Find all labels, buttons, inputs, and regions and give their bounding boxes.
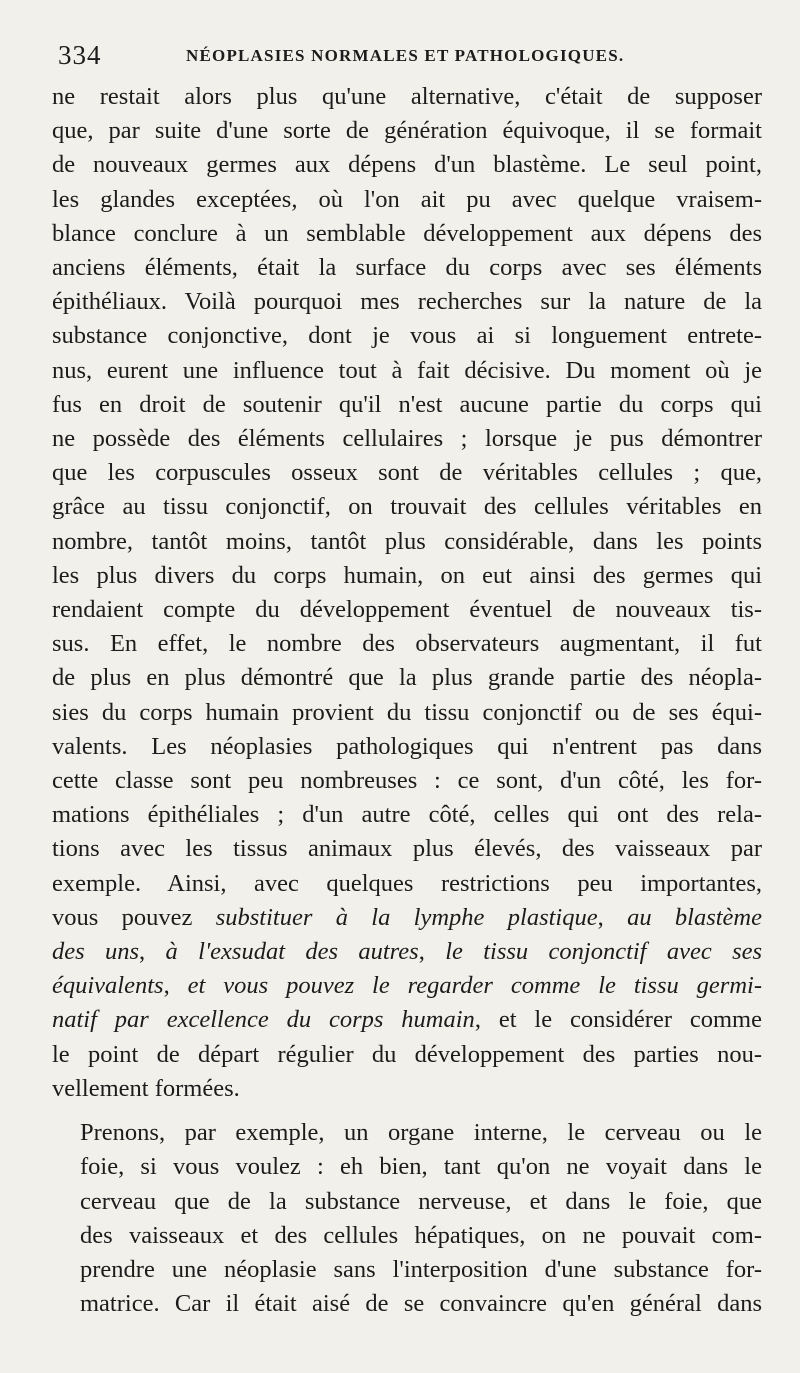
running-title: NÉOPLASIES NORMALES ET PATHOLOGIQUES.: [186, 46, 625, 65]
italic-run: à l'exsudat des autres: [165, 938, 419, 966]
text-line: vellement formées.: [52, 1074, 240, 1102]
page-number: 334: [58, 40, 102, 70]
text-line: exemple. Ainsi, avec quelques restrictions peu importantes,: [52, 869, 762, 897]
text-line: grâce au tissu conjonctif, on trouvait des cellules véritables en: [52, 493, 762, 521]
text-run: ,: [418, 938, 446, 966]
text-line: nombre, tantôt moins, tantôt plus considérable, dans les points: [52, 527, 762, 555]
text-line: de plus en plus démontré que la plus grande partie des néopla-: [52, 664, 762, 692]
text-line: les plus divers du corps humain, on eut ainsi des germes qui: [52, 561, 762, 589]
paragraph-1: [52, 80, 762, 1106]
text-line: blance conclure à un semblable développement aux dépens des: [52, 219, 762, 247]
text-run: ,: [597, 903, 628, 931]
text-line: sies du corps humain provient du tissu conjonctif ou de ses équi-: [52, 698, 762, 726]
italic-run: équivalents: [52, 972, 164, 1000]
text-line: cerveau que de la substance nerveuse, et dans le foie, que: [80, 1187, 762, 1215]
italic-run: et vous pouvez le regarder comme le tissu germi-: [187, 972, 762, 1000]
text-line: cette classe sont peu nombreuses : ce sont, d'un côté, les for-: [52, 767, 762, 795]
text-line: mations épithéliales ; d'un autre côté, celles qui ont des rela-: [52, 801, 762, 829]
text-line: anciens éléments, était la surface du corps avec ses éléments: [52, 254, 762, 282]
text-line: substance conjonctive, dont je vous ai si longuement entrete-: [52, 322, 762, 350]
text-line-italic-4: [52, 1003, 762, 1037]
text-line: nus, eurent une influence tout à fait décisive. Du moment où je: [52, 356, 762, 384]
paragraph-2: [52, 1116, 762, 1321]
text-line-italic-1: [52, 901, 762, 935]
italic-run: des uns: [52, 938, 140, 966]
text-line: ne possède des éléments cellulaires ; lorsque je pus démontrer: [52, 425, 762, 453]
italic-run: le tissu conjonctif avec ses: [445, 938, 762, 966]
text-line: matrice. Car il était aisé de se convaincre qu'en général dans: [80, 1290, 762, 1318]
text-line: foie, si vous voulez : eh bien, tant qu'on ne voyait dans le: [80, 1153, 762, 1181]
running-head: [52, 40, 762, 80]
text-run: ,: [163, 972, 188, 1000]
italic-run: natif par excellence du corps humain: [52, 1006, 475, 1034]
text-line: valents. Les néoplasies pathologiques qui n'entrent pas dans: [52, 732, 762, 760]
italic-run: au blastème: [627, 903, 762, 931]
text-run: vous pouvez: [52, 903, 216, 931]
text-line: de nouveaux germes aux dépens d'un blastème. Le seul point,: [52, 151, 762, 179]
text-line: Prenons, par exemple, un organe interne, le cerveau ou le: [80, 1119, 762, 1147]
text-run: ,: [139, 938, 166, 966]
text-line: épithéliaux. Voilà pourquoi mes recherches sur la nature de la: [52, 288, 762, 316]
text-line: prendre une néoplasie sans l'interposition d'une substance for-: [80, 1255, 762, 1283]
italic-run: substituer à la lymphe plastique: [215, 903, 598, 931]
text-run: , et le considérer comme: [474, 1006, 762, 1034]
body-text: [52, 80, 762, 1321]
text-line: que les corpuscules osseux sont de véritables cellules ; que,: [52, 459, 762, 487]
text-line: que, par suite d'une sorte de génération équivoque, il se formait: [52, 117, 762, 145]
text-line: fus en droit de soutenir qu'il n'est aucune partie du corps qui: [52, 390, 762, 418]
text-line: le point de départ régulier du développement des parties nou-: [52, 1040, 762, 1068]
text-line: rendaient compte du développement éventuel de nouveaux tis-: [52, 596, 762, 624]
text-line: les glandes exceptées, où l'on ait pu avec quelque vraisem-: [52, 185, 762, 213]
text-line-italic-2: [52, 935, 762, 969]
text-line-italic-3: [52, 969, 762, 1003]
text-line: des vaisseaux et des cellules hépatiques, on ne pouvait com-: [80, 1221, 762, 1249]
text-line: sus. En effet, le nombre des observateurs augmentant, il fut: [52, 630, 762, 658]
text-line: ne restait alors plus qu'une alternative, c'était de supposer: [52, 83, 762, 110]
text-line: tions avec les tissus animaux plus élevés, des vaisseaux par: [52, 835, 762, 863]
